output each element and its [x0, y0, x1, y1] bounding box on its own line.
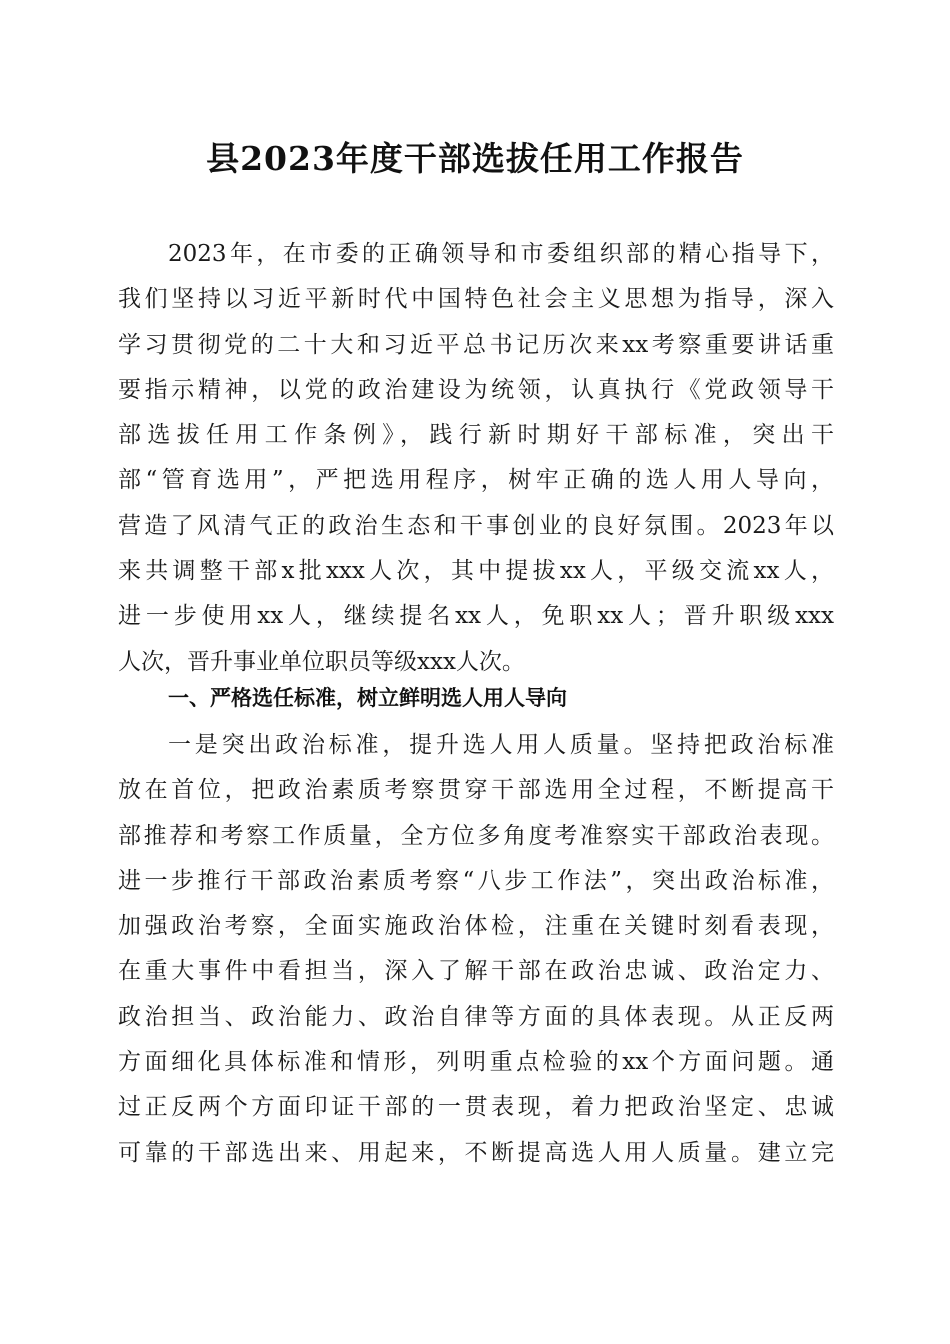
paragraph-line: 一是突出政治标准，提升选人用人质量。坚持把政治标准 [168, 732, 834, 758]
paragraph-line: 2023年，在市委的正确领导和市委组织部的精心指导下， [168, 241, 834, 267]
paragraph-line: 进一步使用xx人，继续提名xx人，免职xx人；晋升职级xxx [118, 603, 834, 630]
paragraph-line: 营造了风清气正的政治生态和干事创业的良好氛围。2023年以 [118, 512, 834, 539]
document-title: 县2023年度干部选拔任用工作报告 [206, 139, 744, 178]
paragraph-line: 我们坚持以习近平新时代中国特色社会主义思想为指导，深入 [118, 286, 834, 313]
paragraph-line: 人次，晋升事业单位职员等级xxx人次。 [118, 648, 525, 675]
paragraph-line: 可靠的干部选出来、用起来，不断提高选人用人质量。建立完 [118, 1139, 834, 1166]
paragraph-line: 放在首位，把政治素质考察贯穿干部选用全过程，不断提高干 [118, 777, 834, 804]
paragraph-line: 政治担当、政治能力、政治自律等方面的具体表现。从正反两 [118, 1003, 834, 1030]
paragraph-line: 在重大事件中看担当，深入了解干部在政治忠诚、政治定力、 [118, 958, 834, 985]
paragraph-line: 来共调整干部x批xxx人次，其中提拔xx人，平级交流xx人， [118, 558, 834, 585]
paragraph-line: 进一步推行干部政治素质考察“八步工作法”，突出政治标准， [118, 867, 834, 894]
paragraph-line: 部选拔任用工作条例》，践行新时期好干部标准，突出干 [118, 422, 834, 449]
paragraph-line: 加强政治考察，全面实施政治体检，注重在关键时刻看表现， [118, 913, 834, 940]
section-heading: 一、严格选任标准，树立鲜明选人用人导向 [168, 686, 567, 710]
paragraph-line: 要指示精神，以党的政治建设为统领，认真执行《党政领导干 [118, 376, 834, 403]
paragraph-political-standard [118, 723, 834, 1176]
paragraph-line: 学习贯彻党的二十大和习近平总书记历次来xx考察重要讲话重 [118, 331, 834, 358]
paragraph-line: 方面细化具体标准和情形，列明重点检验的xx个方面问题。通 [118, 1049, 834, 1076]
paragraph-line: 部“管育选用”，严把选用程序，树牢正确的选人用人导向， [118, 467, 834, 494]
paragraph-line: 部推荐和考察工作质量，全方位多角度考准察实干部政治表现。 [118, 822, 834, 849]
paragraph-line: 过正反两个方面印证干部的一贯表现，着力把政治坚定、忠诚 [118, 1094, 834, 1121]
paragraph-intro [118, 232, 834, 685]
